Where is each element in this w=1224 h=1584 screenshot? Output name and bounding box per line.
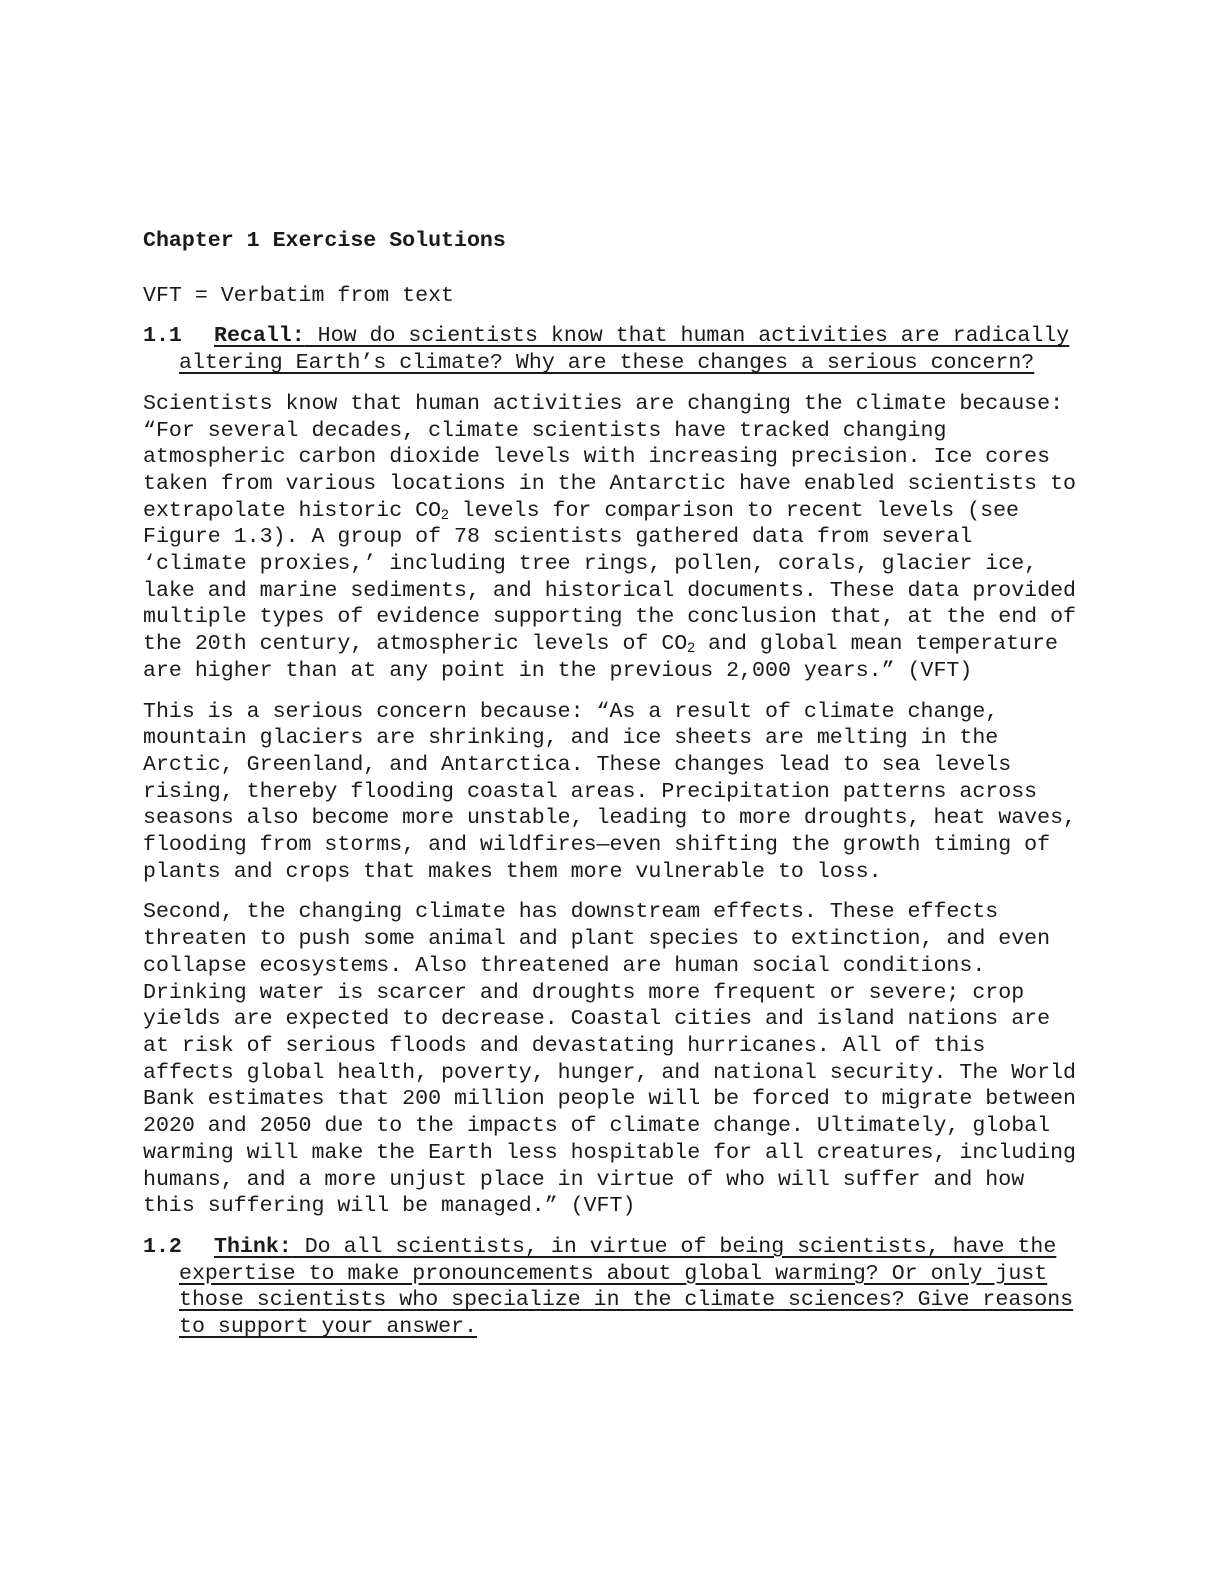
answer-paragraph-3: Second, the changing climate has downstream effects. These effects threaten to push some animal and plant species to extinction, and even collapse ecosystems. Also threatened are human social conditions. Drinking water is scarcer and droughts more frequent or severe; crop yields are expected to decrease. Coastal cities and island nations are at risk of serious floods and devastating hurricanes. All of this affects global health, poverty, hunger, and national security. The World Bank estimates that 200 million people will be forced to migrate between 2020 and 2050 due to the impacts of climate change. Ultimately, global warming will make the Earth less hospitable for all creatures, including humans, and a more unjust place in virtue of who will suffer and how this suffering will be managed.” (VFT): [143, 900, 1077, 1219]
abbreviation-note: VFT = Verbatim from text: [143, 283, 455, 308]
question-number: 1.1: [143, 324, 182, 349]
answer-paragraph-1: [143, 391, 1088, 685]
question-prompt: Do all scientists, in virtue of being scientists, have the expertise to make pronouncements about global warming? Or only just those scientists who specialize in the climate sciences? Give reasons to support your answer.: [179, 1234, 1074, 1340]
question-text: [179, 324, 1069, 375]
question-1-2: [143, 1234, 1103, 1341]
question-prompt: How do scientists know that human activities are radically altering Earth’s climate? Why are these changes a serious concern?: [179, 324, 1070, 376]
question-keyword: Recall:: [214, 324, 305, 349]
question-number: 1.2: [143, 1234, 182, 1259]
question-text: [179, 1235, 1073, 1339]
page-title: Chapter 1 Exercise Solutions: [143, 229, 506, 253]
subscript: 2: [687, 639, 696, 656]
subscript: 2: [441, 505, 449, 522]
document-page: [143, 228, 1103, 1341]
answer-text: and global mean temperature are higher than at any point in the previous 2,000 years.” (VFT): [143, 632, 1058, 683]
question-keyword: Think:: [214, 1234, 292, 1259]
answer-text: Scientists know that human activities are changing the climate because: “For several decades, climate scientists have tracked changing atmospheric carbon dioxide levels with increasing precision. Ice cores taken from various locations in the Antarctic have enabled scientists to extrapolate historic CO: [143, 391, 1077, 523]
answer-paragraph-2: This is a serious concern because: “As a result of climate change, mountain glaciers are shrinking, and ice sheets are melting in the Arctic, Greenland, and Antarctica. These changes lead to sea levels rising, thereby flooding coastal areas. Precipitation patterns across seasons also become more unstable, leading to more droughts, heat waves, flooding from storms, and wildfires—even shifting the growth timing of plants and crops that makes them more vulnerable to loss.: [143, 699, 1077, 884]
answer-text: levels for comparison to recent levels (see Figure 1.3). A group of 78 scientists gathered data from several ‘climate proxies,’ including tree rings, pollen, corals, glacier ice, lake and marine sediments, and historical documents. These data provided multiple types of evidence supporting the conclusion that, at the end of the 20th century, atmospheric levels of CO: [143, 498, 1077, 657]
question-1-1: [143, 323, 1103, 376]
